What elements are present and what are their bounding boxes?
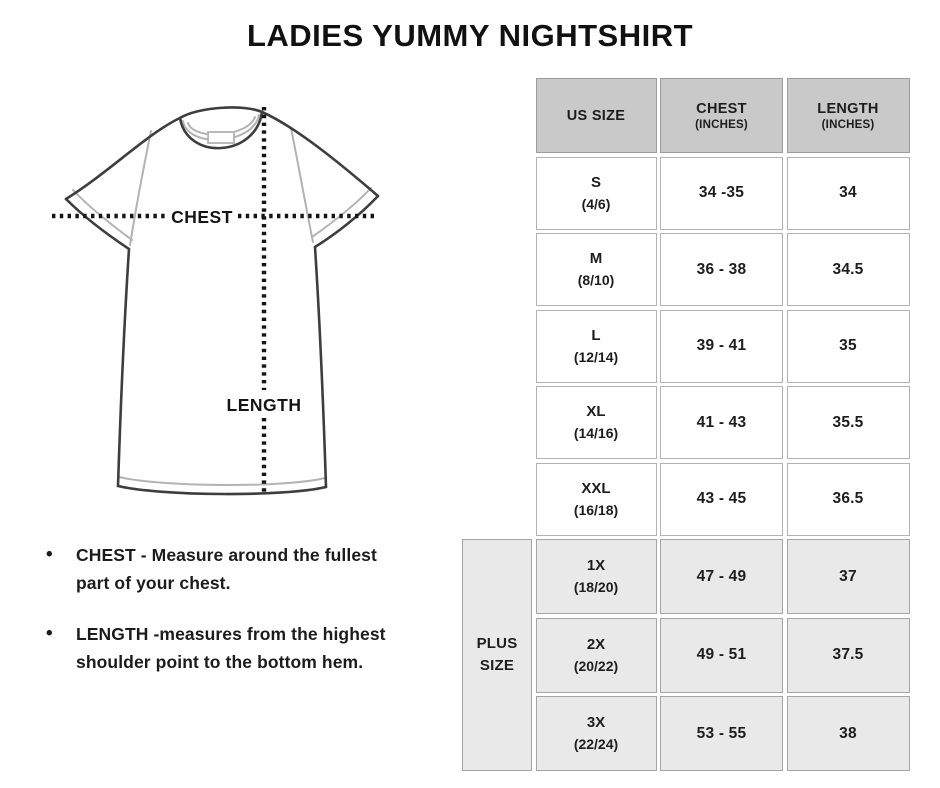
note-chest: [46, 541, 418, 597]
size-label: 2X: [586, 635, 606, 653]
chest-label: CHEST: [171, 207, 233, 227]
right-side: [315, 247, 326, 487]
chest-value: 43 - 45: [696, 490, 747, 507]
chest-value-cell: [660, 310, 783, 383]
header-cell-length: [787, 78, 910, 153]
size-label: XXL: [581, 479, 611, 497]
size-alt-label: (22/24): [573, 736, 619, 753]
shirt-outline: [66, 107, 378, 494]
size-cell-xxl: [536, 463, 657, 536]
right-shoulder: [262, 112, 378, 196]
measurement-notes: [46, 541, 418, 699]
length-value: 38: [839, 724, 857, 742]
size-cell-l: [536, 310, 657, 383]
chest-value: 49 - 51: [696, 646, 747, 663]
left-side: [118, 249, 129, 486]
nightshirt-diagram: [20, 75, 440, 515]
size-alt-label: (12/14): [573, 348, 619, 365]
chest-value: 36 - 38: [696, 260, 747, 278]
right-cuff: [315, 196, 378, 247]
header-label: US SIZE: [566, 107, 626, 124]
chest-value-cell: [660, 539, 783, 614]
chest-value-cell: [660, 696, 783, 771]
length-value: 34: [839, 184, 857, 201]
chest-value: 34 -35: [698, 184, 745, 201]
chest-value-cell: [660, 618, 783, 693]
collar-back: [180, 107, 262, 118]
chest-value-cell: [660, 157, 783, 230]
bullet-icon: •: [46, 623, 53, 644]
size-label: S: [590, 173, 601, 191]
bullet-icon: •: [46, 544, 53, 565]
length-value-cell: [787, 233, 910, 306]
size-cell-s: [536, 157, 657, 230]
size-alt-label: (14/16): [573, 425, 619, 442]
header-sublabel: (INCHES): [695, 118, 748, 131]
length-value-cell: [787, 310, 910, 383]
length-value: 37: [839, 567, 857, 585]
header-label: CHEST: [696, 100, 747, 117]
size-alt-label: (4/6): [581, 195, 611, 212]
length-value: 34.5: [832, 260, 864, 278]
size-cell-xl: [536, 386, 657, 459]
length-value-cell: [787, 157, 910, 230]
size-alt-label: (18/20): [573, 579, 619, 596]
size-label: M: [589, 250, 603, 268]
size-label: XL: [586, 403, 606, 421]
size-alt-label: (16/18): [573, 501, 619, 518]
size-label: 1X: [586, 557, 606, 575]
length-value-cell: [787, 539, 910, 614]
length-value: 37.5: [832, 646, 864, 663]
note-length: [46, 620, 418, 676]
left-cuff: [66, 199, 129, 249]
header-label: LENGTH: [817, 100, 879, 117]
length-value: 36.5: [832, 490, 864, 507]
length-label: LENGTH: [226, 395, 302, 415]
plus-size-label-cell: [462, 539, 532, 771]
size-label: 3X: [586, 714, 606, 732]
size-cell-m: [536, 233, 657, 306]
header-cell-chest: [660, 78, 783, 153]
length-value-cell: [787, 696, 910, 771]
collar-tag: [208, 132, 234, 143]
chest-value-cell: [660, 463, 783, 536]
note-text: CHEST - Measure around the fullest part of your chest.: [76, 545, 377, 593]
size-alt-label: (8/10): [577, 272, 615, 289]
chest-value: 41 - 43: [696, 413, 747, 431]
plus-label: SIZE: [479, 657, 515, 674]
page-title: LADIES YUMMY NIGHTSHIRT: [246, 18, 694, 53]
length-value-cell: [787, 463, 910, 536]
header-sublabel: (INCHES): [821, 118, 875, 131]
size-label: L: [591, 326, 601, 344]
plus-label: PLUS: [476, 634, 518, 652]
note-text: LENGTH -measures from the highest shoulder point to the bottom hem.: [76, 624, 386, 672]
size-alt-label: (20/22): [573, 657, 619, 674]
size-cell-1x: [536, 539, 657, 614]
chest-value: 39 - 41: [696, 337, 747, 354]
header-cell-us-size: [536, 78, 657, 153]
size-cell-2x: [536, 618, 657, 693]
chest-value-cell: [660, 233, 783, 306]
length-value: 35: [839, 337, 857, 354]
chest-value: 53 - 55: [696, 724, 747, 742]
chest-value-cell: [660, 386, 783, 459]
size-cell-3x: [536, 696, 657, 771]
chest-value: 47 - 49: [696, 567, 747, 585]
left-shoulder: [66, 118, 180, 199]
bottom-hem: [118, 486, 326, 494]
length-value: 35.5: [832, 413, 864, 431]
shirt-detail-lines: [73, 115, 371, 485]
length-value-cell: [787, 386, 910, 459]
size-chart-table: [462, 78, 910, 771]
length-value-cell: [787, 618, 910, 693]
